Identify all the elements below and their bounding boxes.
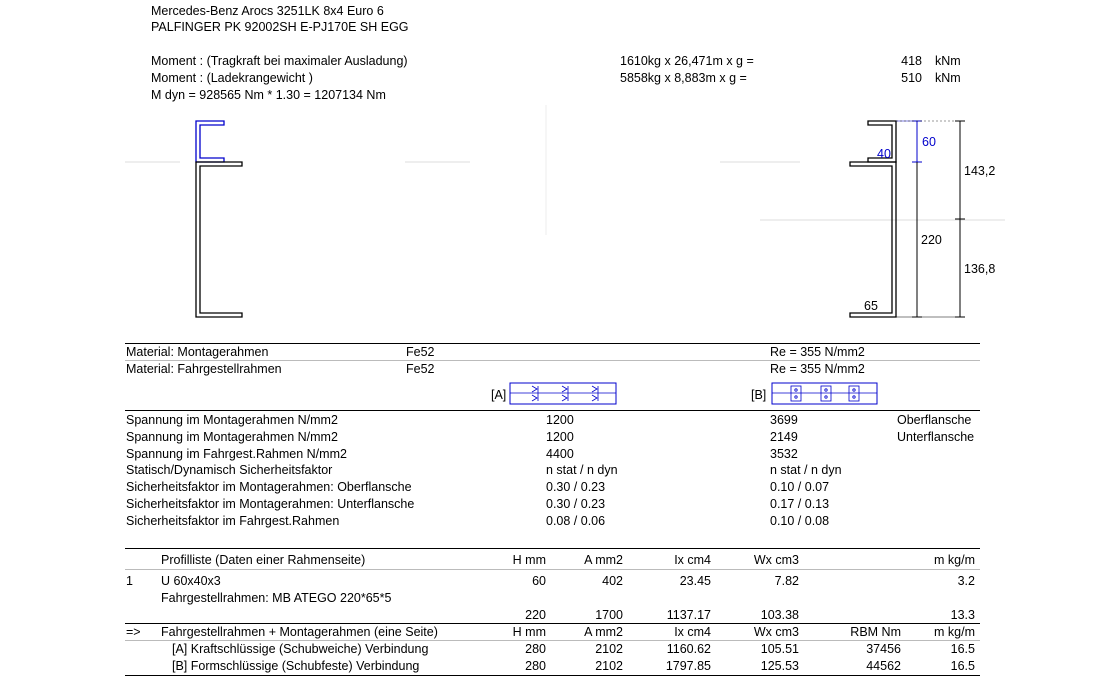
- divider: [125, 360, 980, 361]
- chassis-frame-profile-right: [850, 162, 896, 317]
- stress-note: Unterflansche: [897, 430, 975, 444]
- combined-h: 280: [525, 659, 546, 673]
- stress-value-b: 3532: [770, 447, 798, 461]
- moment-value-2: 510: [901, 71, 922, 85]
- profile-row-ix: 23.45: [679, 574, 711, 588]
- dim-total-height: 220: [921, 233, 942, 247]
- stress-value-b: 0.10 / 0.08: [770, 514, 830, 528]
- dim-upper-part: 143,2: [964, 164, 996, 178]
- profile-header-m: m kg/m: [934, 553, 975, 567]
- dim-bottom-flange: 65: [864, 299, 878, 313]
- profile-row-h: 60: [532, 574, 546, 588]
- combined-label: [A] Kraftschlüssige (Schubweiche) Verbindung: [172, 642, 429, 656]
- mounting-frame-profile: [196, 121, 224, 162]
- profile-header-h: H mm: [512, 553, 546, 567]
- combined-header-rbm: RBM Nm: [850, 625, 901, 639]
- stress-label: Sicherheitsfaktor im Montagerahmen: Unterflansche: [126, 497, 415, 511]
- combined-wx: 125.53: [760, 659, 799, 673]
- combined-header-wx: Wx cm3: [753, 625, 799, 639]
- combined-header-m: m kg/m: [934, 625, 975, 639]
- material-label-2: Material: Fahrgestellrahmen: [126, 362, 282, 376]
- stress-value-b: 3699: [770, 413, 798, 427]
- dim-flange-width: 40: [877, 147, 891, 161]
- material-grade-2: Fe52: [406, 362, 435, 376]
- moment-calc-2: 5858kg x 8,883m x g =: [620, 71, 747, 85]
- crane-title: PALFINGER PK 92002SH E-PJ170E SH EGG: [151, 20, 409, 34]
- combined-h: 280: [525, 642, 546, 656]
- dim-flange-top: 60: [922, 135, 936, 149]
- chassis-row-m: 13.3: [950, 608, 975, 622]
- variant-a-label: [A]: [491, 388, 507, 402]
- combined-rbm: 44562: [866, 659, 901, 673]
- profile-header-title: Profilliste (Daten einer Rahmenseite): [161, 553, 366, 567]
- combined-arrow: =>: [126, 625, 141, 639]
- stress-label: Sicherheitsfaktor im Fahrgest.Rahmen: [126, 514, 340, 528]
- stress-label: Spannung im Montagerahmen N/mm2: [126, 430, 338, 444]
- stress-label: Statisch/Dynamisch Sicherheitsfaktor: [126, 463, 333, 477]
- moment-value-1: 418: [901, 54, 922, 68]
- stress-value-a: 4400: [546, 447, 574, 461]
- combined-header-title: Fahrgestellrahmen + Montagerahmen (eine Seite): [161, 625, 438, 639]
- divider: [125, 410, 980, 411]
- moment-label-1: Moment : (Tragkraft bei maximaler Ausladung): [151, 54, 408, 68]
- combined-label: [B] Formschlüssige (Schubfeste) Verbindung: [172, 659, 420, 673]
- profile-row-name: U 60x40x3: [161, 574, 221, 588]
- stress-value-a: n stat / n dyn: [546, 463, 618, 477]
- profile-row-m: 3.2: [957, 574, 975, 588]
- profile-header-ix: Ix cm4: [674, 553, 711, 567]
- stress-value-b: n stat / n dyn: [770, 463, 842, 477]
- combined-header-h: H mm: [512, 625, 546, 639]
- divider: [125, 569, 980, 570]
- material-re-2: Re = 355 N/mm2: [770, 362, 865, 376]
- stress-value-b: 2149: [770, 430, 798, 444]
- chassis-row-a: 1700: [595, 608, 623, 622]
- vehicle-title: Mercedes-Benz Arocs 3251LK 8x4 Euro 6: [151, 4, 384, 18]
- combined-header-a: A mm2: [584, 625, 623, 639]
- chassis-row-wx: 103.38: [760, 608, 799, 622]
- stress-value-a: 0.30 / 0.23: [546, 497, 606, 511]
- divider: [125, 640, 980, 641]
- profile-row-no: 1: [126, 574, 133, 588]
- chassis-row-h: 220: [525, 608, 546, 622]
- profile-row-wx: 7.82: [774, 574, 799, 588]
- stress-value-a: 1200: [546, 430, 574, 444]
- moment-label-2: Moment : (Ladekrangewicht ): [151, 71, 313, 85]
- profile-header-wx: Wx cm3: [753, 553, 799, 567]
- profile-row-a: 402: [602, 574, 623, 588]
- material-grade-1: Fe52: [406, 345, 435, 359]
- chassis-frame-profile: [196, 162, 242, 317]
- stress-label: Spannung im Fahrgest.Rahmen N/mm2: [126, 447, 347, 461]
- stress-value-a: 1200: [546, 413, 574, 427]
- combined-m: 16.5: [950, 659, 975, 673]
- dim-lower-part: 136,8: [964, 262, 996, 276]
- moment-dynamic: M dyn = 928565 Nm * 1.30 = 1207134 Nm: [151, 88, 386, 102]
- stress-value-a: 0.08 / 0.06: [546, 514, 606, 528]
- divider: [125, 343, 980, 344]
- divider: [125, 675, 980, 676]
- moment-unit-1: kNm: [935, 54, 961, 68]
- combined-header-ix: Ix cm4: [674, 625, 711, 639]
- moment-unit-2: kNm: [935, 71, 961, 85]
- combined-a: 2102: [595, 659, 623, 673]
- material-re-1: Re = 355 N/mm2: [770, 345, 865, 359]
- divider: [125, 623, 980, 624]
- stress-label: Sicherheitsfaktor im Montagerahmen: Oberflansche: [126, 480, 412, 494]
- combined-a: 2102: [595, 642, 623, 656]
- variant-b-label: [B]: [751, 388, 767, 402]
- combined-wx: 105.51: [760, 642, 799, 656]
- combined-rbm: 37456: [866, 642, 901, 656]
- profile-header-a: A mm2: [584, 553, 623, 567]
- combined-ix: 1160.62: [666, 642, 711, 656]
- stress-note: Oberflansche: [897, 413, 972, 427]
- stress-value-b: 0.17 / 0.13: [770, 497, 830, 511]
- combined-m: 16.5: [950, 642, 975, 656]
- stress-value-a: 0.30 / 0.23: [546, 480, 606, 494]
- moment-calc-1: 1610kg x 26,471m x g =: [620, 54, 754, 68]
- combined-ix: 1797.85: [665, 659, 711, 673]
- chassis-row-ix: 1137.17: [666, 608, 711, 622]
- chassis-frame-label: Fahrgestellrahmen: MB ATEGO 220*65*5: [161, 591, 392, 605]
- divider: [125, 548, 980, 549]
- material-label-1: Material: Montagerahmen: [126, 345, 269, 359]
- stress-label: Spannung im Montagerahmen N/mm2: [126, 413, 338, 427]
- stress-value-b: 0.10 / 0.07: [770, 480, 830, 494]
